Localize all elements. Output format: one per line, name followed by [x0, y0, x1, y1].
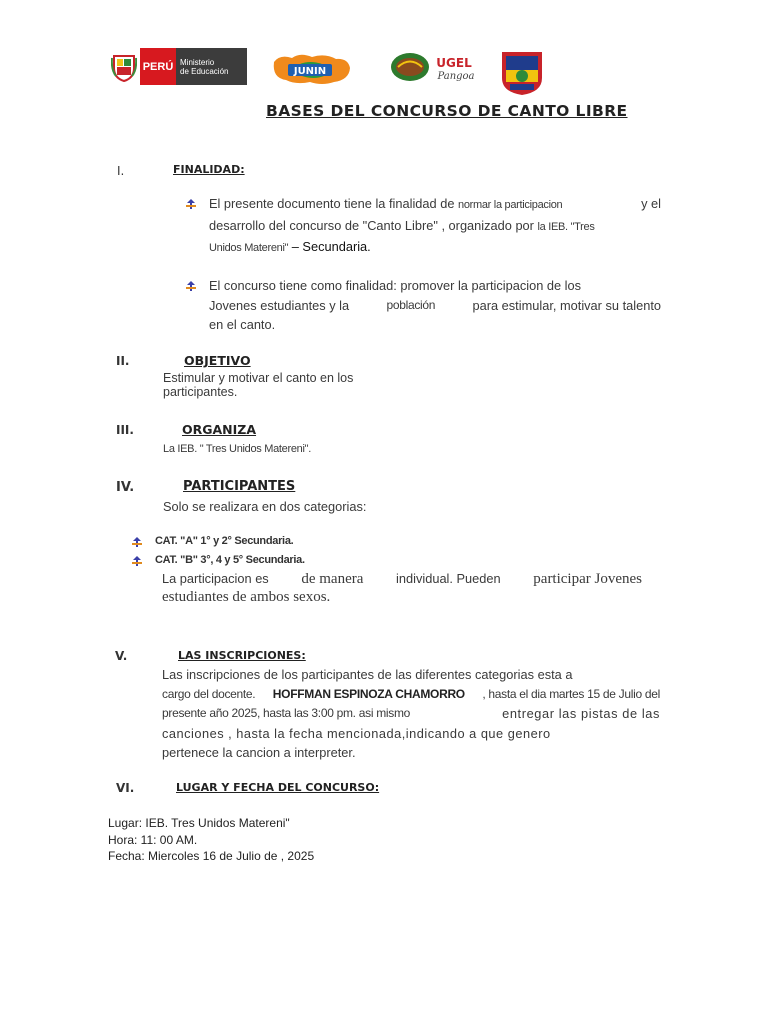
peru-label: PERÚ: [140, 48, 176, 85]
hora-line: Hora: 11: 00 AM.: [108, 832, 198, 847]
section-6-heading: LUGAR Y FECHA DEL CONCURSO:: [176, 781, 380, 794]
category-a: CAT. "A" 1° y 2° Secundaria.: [155, 535, 294, 547]
minedu-logo: [108, 48, 247, 85]
junin-logo: [270, 52, 352, 86]
participantes-intro: Solo se realizara en dos categorias:: [163, 499, 367, 514]
junin-text: JUNIN: [293, 66, 327, 77]
ugel-text: UGEL: [436, 56, 472, 70]
fecha-line: Fecha: Miercoles 16 de Julio de , 2025: [108, 849, 315, 863]
document-title: BASES DEL CONCURSO DE CANTO LIBRE: [266, 102, 628, 120]
school-shield-icon: [500, 50, 544, 96]
section-4-number: IV.: [116, 480, 135, 495]
peru-shield-icon: [108, 48, 140, 85]
organiza-text: La IEB. " Tres Unidos Matereni".: [163, 443, 311, 455]
section-5-heading: LAS INSCRIPCIONES:: [178, 649, 306, 662]
lugar-fecha-block: [108, 815, 314, 865]
inscripciones-paragraph: Las inscripciones de los participantes de las diferentes categorias esta a cargo del docente. HOFFMAN ESPINOZA CHAMORRO , hasta el dia martes 15 de Julio del presente año 2025, hasta las 3:00 pm. asi mismo entregar las pistas de las canciones , hasta la fecha mencionada,indicando a que genero pertenece la cancion a interpreter.: [162, 667, 660, 760]
bullet-arrow-icon: [186, 199, 196, 209]
section-5-number: V.: [115, 649, 128, 663]
ugel-sub-text: Pangoa: [437, 71, 475, 82]
finalidad-paragraph-2: El concurso tiene como finalidad: promover la participacion de los Jovenes estudiantes y la población para estimular, motivar su talento en el canto.: [209, 278, 661, 332]
section-2-heading: OBJETIVO: [184, 353, 251, 368]
participacion-text: La participacion es de manera individual. Pueden participar Jovenes estudiantes de ambos sexos.: [162, 571, 642, 605]
section-3-number: III.: [116, 423, 134, 437]
ministerio-label: Ministerio de Educación: [176, 48, 247, 85]
section-3-heading: ORGANIZA: [182, 422, 257, 437]
section-6-number: VI.: [116, 781, 135, 795]
bullet-arrow-icon: [132, 537, 142, 547]
section-4-heading: PARTICIPANTES: [183, 479, 296, 494]
section-2-number: II.: [116, 354, 130, 368]
ugel-logo: [390, 50, 482, 84]
lugar-line: Lugar: IEB. Tres Unidos Matereni": [108, 816, 290, 830]
bullet-arrow-icon: [186, 281, 196, 291]
category-b: CAT. "B" 3°, 4 y 5° Secundaria.: [155, 554, 305, 566]
finalidad-paragraph-1: El presente documento tiene la finalidad de normar la participacion y el desarrollo del concurso de "Canto Libre" , organizado por la IEB. "Tres Unidos Matereni" – Secundaria.: [209, 196, 661, 254]
bullet-arrow-icon: [132, 556, 142, 566]
objetivo-text: Estimular y motivar el canto en los participantes.: [163, 371, 354, 399]
section-1-number: I.: [117, 164, 125, 178]
section-1-heading: FINALIDAD:: [173, 163, 245, 176]
